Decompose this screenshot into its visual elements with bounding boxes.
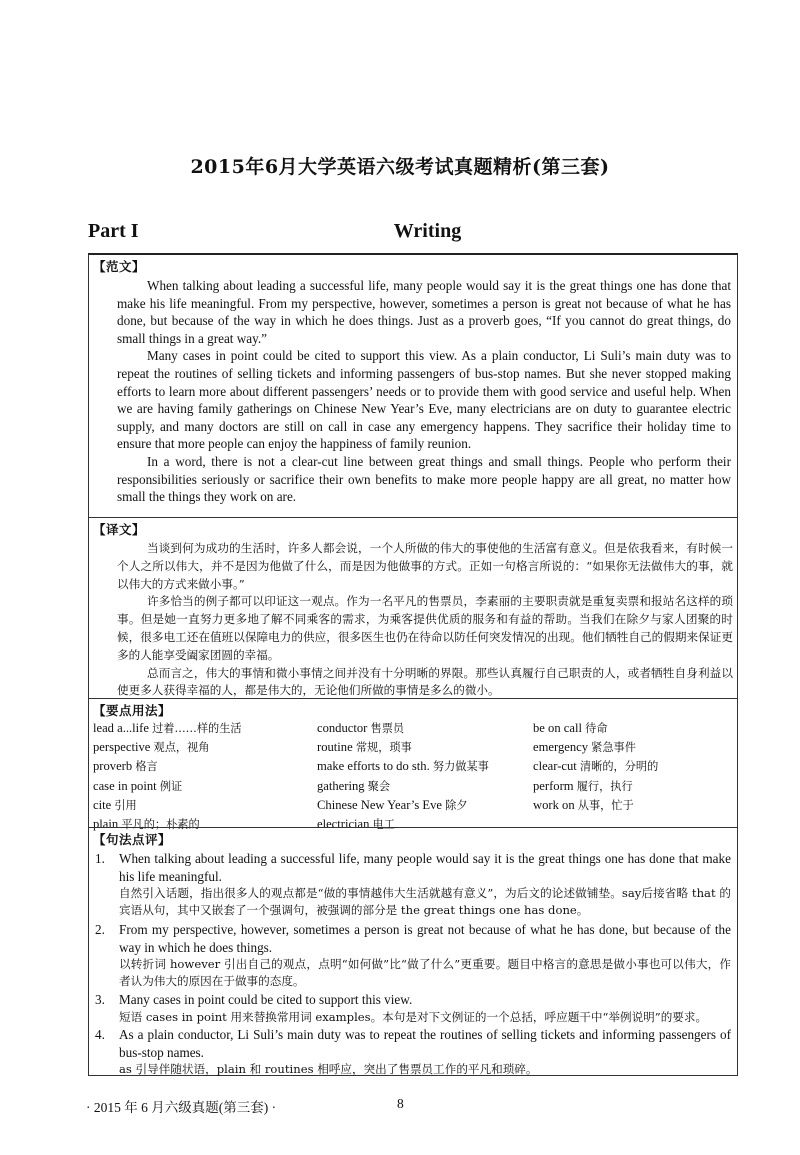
vocab-item: work on 从事，忙于 [533,797,634,812]
translation-heading: 【译文】 [93,522,146,537]
page-number: 8 [397,1096,404,1111]
part-label: Part I [88,220,139,242]
page-title: 2015年6月大学英语六级考试真题精析(第三套) [190,156,610,178]
vocabulary-heading: 【要点用法】 [93,703,172,718]
model-essay-heading: 【范文】 [93,259,146,274]
grammar-item-number: 3. [95,992,105,1007]
vocab-item: Chinese New Year’s Eve 除夕 [317,797,468,812]
vocab-item: routine 常规，琐事 [317,740,412,755]
grammar-item-sentence: From my perspective, however, sometimes a person is great not because of what he has done, but because of the way in which he does things. [119,922,731,955]
vocab-item: emergency 紧急事件 [533,740,636,755]
grammar-heading: 【句法点评】 [93,832,172,847]
vocab-item: electrician 电工 [317,817,395,832]
vocab-item: case in point 例证 [93,778,183,793]
translation-paragraph: 许多恰当的例子都可以印证这一观点。作为一名平凡的售票员，李素丽的主要职责就是重复卖票和报站名这样的琐事。但是她一直努力更多地了解不同乘客的需求，为乘客提供优质的服务和有益的帮助。当我们在除夕与家人团聚的时候，很多电工还在值班以保障电力的供应，很多医生也仍在待命以防任何突发情况的出现。他们牺牲自己的假期来保证更多的人能享受阖家团圆的幸福。 [117,594,733,662]
vocab-column-1 [93,719,242,834]
grammar-item-sentence: When talking about leading a successful life, many people would say it is the great things one has done that make his life meaningful. [119,851,731,884]
vocab-item: cite 引用 [93,797,137,812]
grammar-section [89,827,737,1076]
essay-paragraph: When talking about leading a successful life, many people would say it is the great things one has done that make his life meaningful. From my perspective, however, sometimes a person is great not because of what he has done, but because of the way in which he does things. Just as a proverb goes, “If you cannot do great things, do small things in a great way.” [117,278,731,346]
translation-paragraph: 总而言之，伟大的事情和微小事情之间并没有十分明晰的界限。那些认真履行自己职责的人，或者牺牲自身利益以使更多人获得幸福的人，都是伟大的，无论他们所做的事情是多么的微小。 [117,665,733,698]
model-essay-body [117,277,731,506]
vocab-column-3 [533,719,658,815]
grammar-item-comment: 以转折词 however 引出自己的观点，点明“如何做”比“做了什么”更重要。题目中格言的意思是做小事也可以伟大，作者认为伟大的原因在于做事的态度。 [119,957,731,989]
translation-paragraph: 当谈到何为成功的生活时，许多人都会说，一个人所做的伟大的事使他的生活富有意义。但是依我看来，有时候一个人之所以伟大，并不是因为他做了什么，而是因为他做事的方式。正如一句格言所说的：“如果你无法做伟大的事，就以伟大的方式来做小事。” [117,541,733,591]
grammar-item-sentence: As a plain conductor, Li Suli’s main duty was to repeat the routines of selling tickets and informing passengers of bus-stop names. [119,1027,731,1060]
vocab-item: conductor 售票员 [317,721,405,735]
vocabulary-section [89,698,737,832]
vocab-column-2 [317,719,489,834]
vocab-item: proverb 格言 [93,759,158,774]
vocab-item: perspective 观点，视角 [93,740,210,755]
content-box [88,253,738,1076]
grammar-item-comment: as 引导伴随状语，plain 和 routines 相呼应，突出了售票员工作的平凡和琐碎。 [119,1062,538,1076]
grammar-item-comment: 自然引入话题，指出很多人的观点都是“做的事情越伟大生活就越有意义”，为后文的论述做铺垫。say后接省略 that 的宾语从句，其中又嵌套了一个强调句，被强调的部分是 the great things one has done。 [119,886,731,918]
vocab-item: lead a...life 过着……样的生活 [93,721,242,735]
essay-paragraph: In a word, there is not a clear-cut line between great things and small things. People who perform their responsibilities seriously or sacrifice their own benefits to make more people happy are all great, no matter how small the things they work on are. [117,453,731,505]
vocab-item: be on call 待命 [533,721,608,735]
footer-label: · 2015 年 6 月六级真题(第三套) · [86,1100,277,1115]
translation-body [117,540,733,700]
grammar-item-number: 1. [95,851,105,866]
model-essay-section [89,255,737,519]
grammar-item-sentence: Many cases in point could be cited to support this view. [119,992,413,1007]
essay-paragraph: Many cases in point could be cited to support this view. As a plain conductor, Li Suli’s main duty was to repeat the routines of selling tickets and informing passengers of bus-stop names. But she never stopped making efforts to learn more about different passengers’ needs or to provide them with good service and useful help. When we are having family gatherings on Chinese New Year’s Eve, many electricians are on duty to guarantee electric supply, and many doctors are still on call in case any emergency happens. They sacrifice their holiday time to ensure that more people can enjoy the happiness of family reunion. [117,348,731,452]
translation-section [89,517,737,699]
vocab-item: gathering 聚会 [317,778,391,793]
grammar-item-number: 4. [95,1027,105,1042]
vocab-item: perform 履行，执行 [533,778,633,793]
vocab-item: clear-cut 清晰的，分明的 [533,759,659,774]
vocab-item: plain 平凡的；朴素的 [93,817,200,832]
grammar-item-comment: 短语 cases in point 用来替换常用词 examples。本句是对下文例证的一个总括，呼应题干中“举例说明”的要求。 [119,1010,708,1024]
grammar-item-number: 2. [95,922,105,937]
vocab-item: make efforts to do sth. 努力做某事 [317,759,489,774]
part-title: Writing [393,220,462,242]
